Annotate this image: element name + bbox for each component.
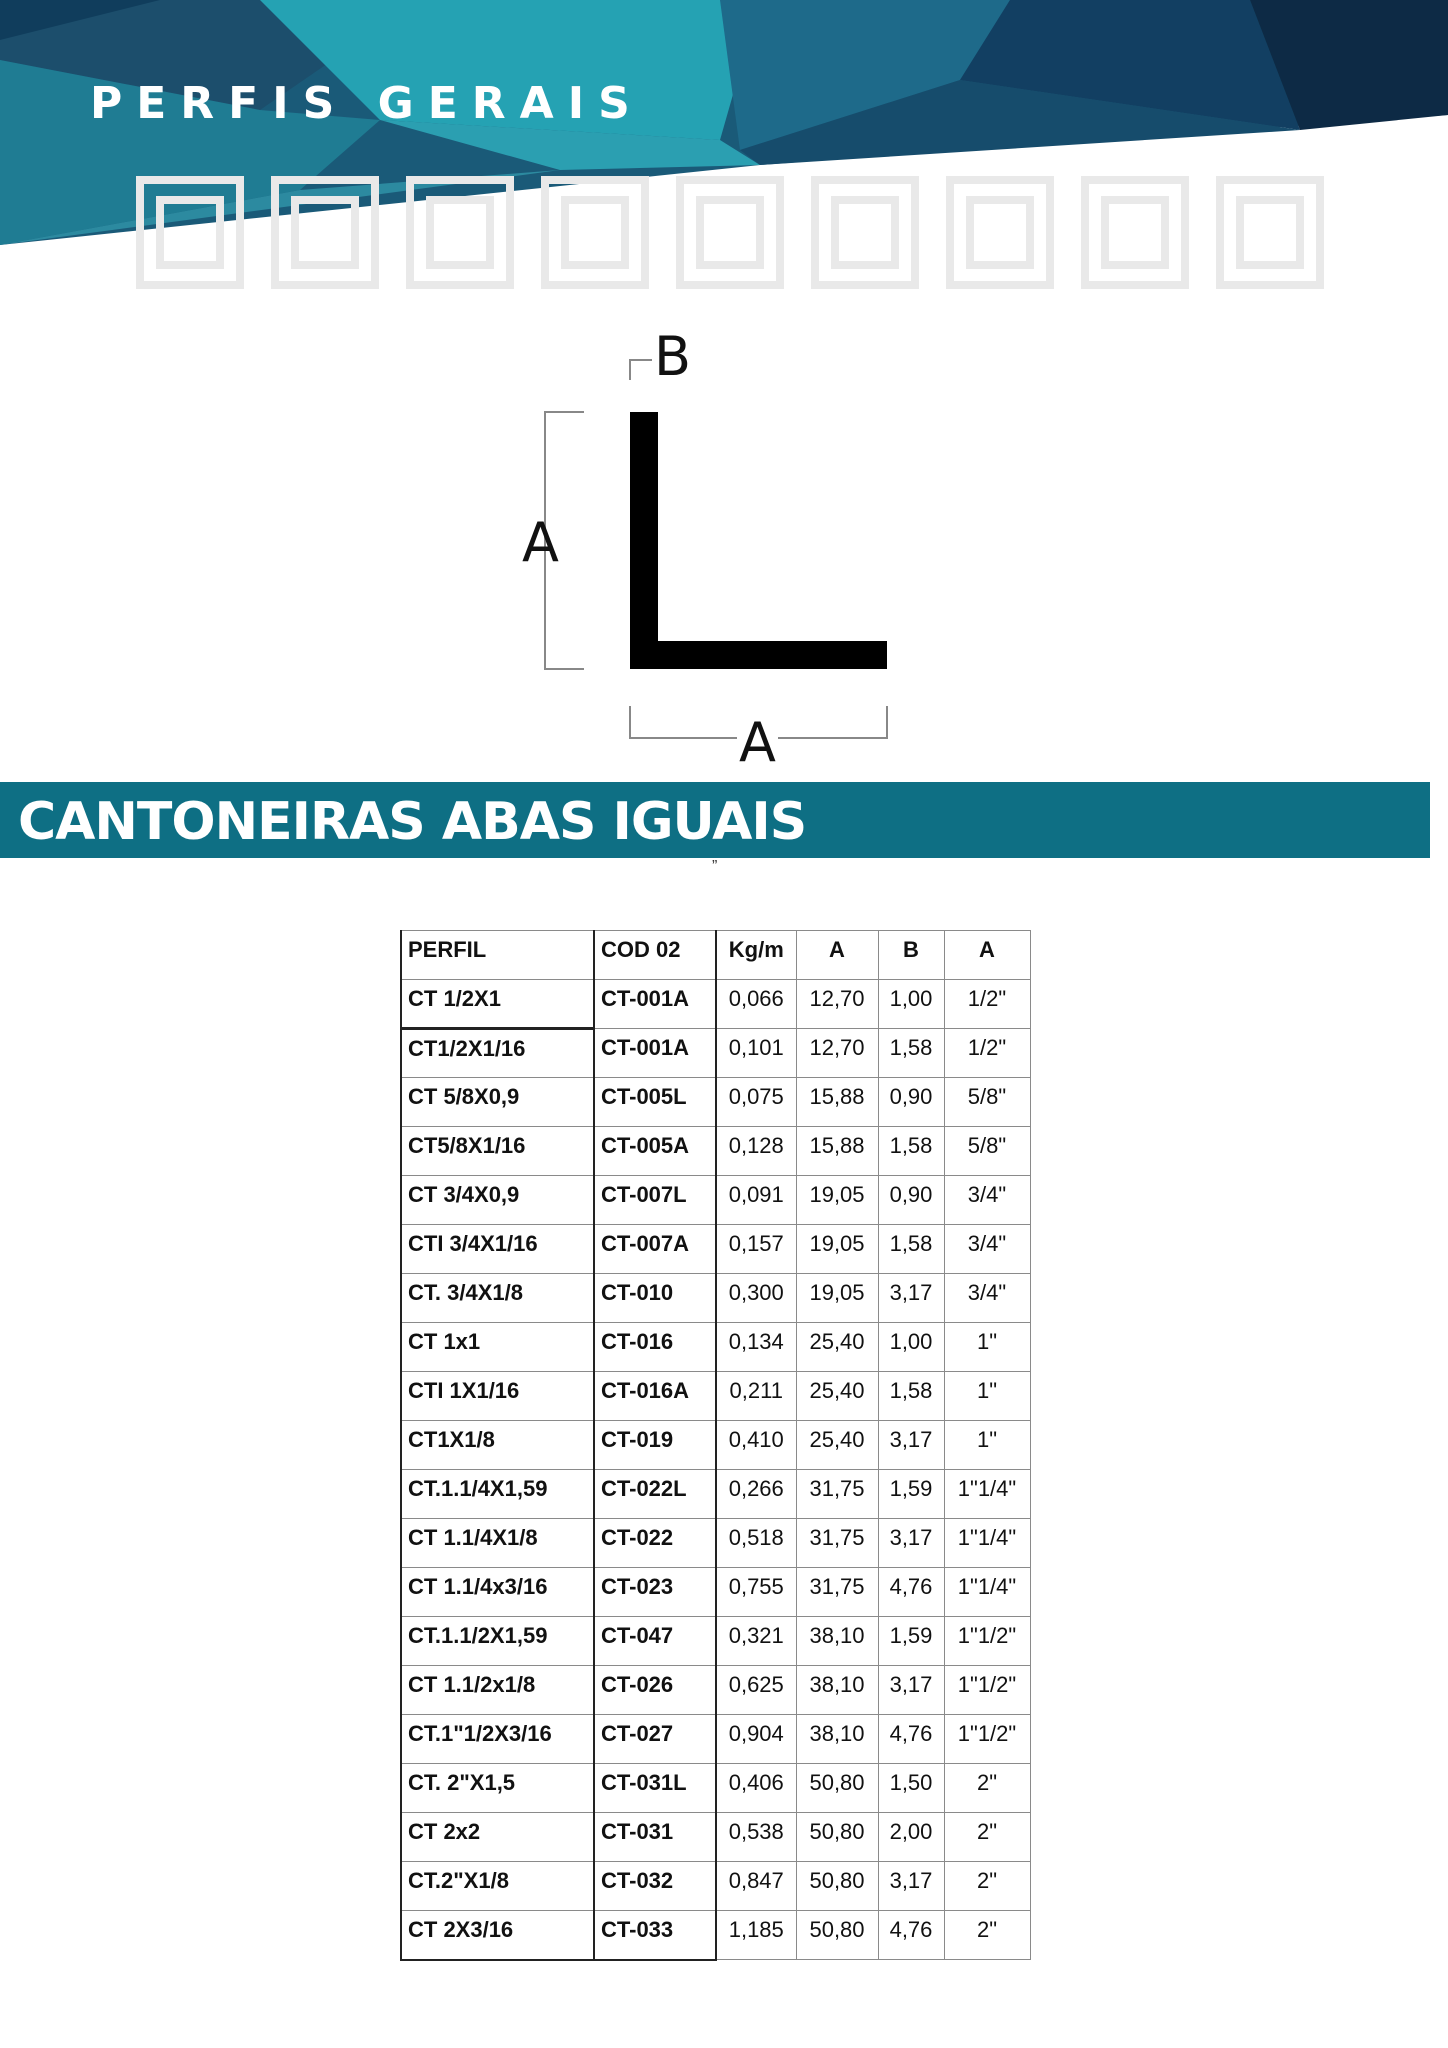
- cell-kgm: 0,410: [716, 1421, 796, 1470]
- table-row: [401, 1568, 1030, 1617]
- cell-cod: CT-007A: [594, 1225, 716, 1274]
- cell-cod: CT-047: [594, 1617, 716, 1666]
- cell-cod: CT-032: [594, 1862, 716, 1911]
- table-row: [401, 1274, 1030, 1323]
- cell-kgm: 0,128: [716, 1127, 796, 1176]
- cell-a-mm: 19,05: [796, 1274, 878, 1323]
- cell-b: 1,59: [878, 1617, 944, 1666]
- cell-perfil: CT5/8X1/16: [401, 1127, 594, 1176]
- cell-b: 2,00: [878, 1813, 944, 1862]
- cell-a-mm: 15,88: [796, 1078, 878, 1127]
- header-graphic: [0, 0, 1448, 300]
- cell-a-inch: 2": [944, 1911, 1030, 1960]
- cell-kgm: 0,904: [716, 1715, 796, 1764]
- cell-a-inch: 1"1/4": [944, 1470, 1030, 1519]
- cell-cod: CT-031: [594, 1813, 716, 1862]
- cell-perfil: CT 2X3/16: [401, 1911, 594, 1960]
- cell-b: 4,76: [878, 1568, 944, 1617]
- cell-cod: CT-016A: [594, 1372, 716, 1421]
- dimension-label-a-bottom: A: [739, 711, 776, 774]
- cell-a-mm: 19,05: [796, 1176, 878, 1225]
- cell-cod: CT-022: [594, 1519, 716, 1568]
- cell-perfil: CT.1.1/4X1,59: [401, 1470, 594, 1519]
- cell-kgm: 0,101: [716, 1029, 796, 1078]
- cell-cod: CT-001A: [594, 980, 716, 1029]
- cell-perfil: CT1/2X1/16: [401, 1029, 594, 1078]
- cell-a-inch: 1/2": [944, 1029, 1030, 1078]
- cell-cod: CT-023: [594, 1568, 716, 1617]
- table-row: [401, 1470, 1030, 1519]
- cell-perfil: CT.1.1/2X1,59: [401, 1617, 594, 1666]
- header-title: PERFIS GERAIS: [90, 78, 644, 129]
- table-row: [401, 1617, 1030, 1666]
- cell-perfil: CTI 3/4X1/16: [401, 1225, 594, 1274]
- cell-a-inch: 1"1/4": [944, 1568, 1030, 1617]
- cell-cod: CT-033: [594, 1911, 716, 1960]
- cell-a-mm: 25,40: [796, 1323, 878, 1372]
- cell-a-inch: 1/2": [944, 980, 1030, 1029]
- dimension-label-a-side: A: [522, 511, 559, 574]
- table-row: [401, 1421, 1030, 1470]
- cell-cod: CT-007L: [594, 1176, 716, 1225]
- cell-cod: CT-026: [594, 1666, 716, 1715]
- cell-kgm: 0,066: [716, 980, 796, 1029]
- cell-a-mm: 38,10: [796, 1715, 878, 1764]
- cell-cod: CT-010: [594, 1274, 716, 1323]
- cell-perfil: CT1X1/8: [401, 1421, 594, 1470]
- table-row: [401, 980, 1030, 1029]
- cell-perfil: CT 2x2: [401, 1813, 594, 1862]
- cell-perfil: CTI 1X1/16: [401, 1372, 594, 1421]
- cell-a-mm: 38,10: [796, 1617, 878, 1666]
- cell-a-mm: 50,80: [796, 1813, 878, 1862]
- cell-a-mm: 31,75: [796, 1470, 878, 1519]
- cell-a-inch: 1"1/2": [944, 1666, 1030, 1715]
- cell-b: 1,58: [878, 1372, 944, 1421]
- cell-b: 0,90: [878, 1176, 944, 1225]
- cell-perfil: CT.1"1/2X3/16: [401, 1715, 594, 1764]
- cell-a-mm: 31,75: [796, 1519, 878, 1568]
- cell-perfil: CT 1x1: [401, 1323, 594, 1372]
- cell-kgm: 0,518: [716, 1519, 796, 1568]
- cell-a-mm: 12,70: [796, 980, 878, 1029]
- table-row: [401, 1372, 1030, 1421]
- cell-a-inch: 1"1/2": [944, 1715, 1030, 1764]
- table-row: [401, 1176, 1030, 1225]
- cell-a-inch: 1": [944, 1323, 1030, 1372]
- cell-b: 3,17: [878, 1862, 944, 1911]
- cell-a-mm: 31,75: [796, 1568, 878, 1617]
- cell-b: 3,17: [878, 1421, 944, 1470]
- cell-a-inch: 2": [944, 1813, 1030, 1862]
- profiles-table-container: [400, 930, 1031, 1961]
- cell-cod: CT-031L: [594, 1764, 716, 1813]
- table-row: [401, 1029, 1030, 1078]
- dimension-label-b: B: [654, 325, 692, 388]
- cell-b: 1,58: [878, 1127, 944, 1176]
- cell-perfil: CT. 2"X1,5: [401, 1764, 594, 1813]
- section-title: CANTONEIRAS ABAS IGUAIS: [18, 792, 807, 852]
- cell-b: 3,17: [878, 1519, 944, 1568]
- cell-kgm: 0,847: [716, 1862, 796, 1911]
- cell-a-mm: 19,05: [796, 1225, 878, 1274]
- cell-cod: CT-001A: [594, 1029, 716, 1078]
- cell-kgm: 0,406: [716, 1764, 796, 1813]
- cell-kgm: 0,211: [716, 1372, 796, 1421]
- cell-a-inch: 5/8": [944, 1078, 1030, 1127]
- cell-perfil: CT 5/8X0,9: [401, 1078, 594, 1127]
- cell-cod: CT-016: [594, 1323, 716, 1372]
- cell-kgm: 0,266: [716, 1470, 796, 1519]
- cell-a-mm: 50,80: [796, 1764, 878, 1813]
- table-header-row: [401, 931, 1030, 980]
- table-row: [401, 1225, 1030, 1274]
- column-header-a-inch: A: [944, 931, 1030, 980]
- cell-a-inch: 1"1/2": [944, 1617, 1030, 1666]
- cell-kgm: 0,300: [716, 1274, 796, 1323]
- cell-perfil: CT 1.1/4x3/16: [401, 1568, 594, 1617]
- cell-cod: CT-005A: [594, 1127, 716, 1176]
- column-header-perfil: PERFIL: [401, 931, 594, 980]
- profiles-table: [400, 930, 1031, 1961]
- cell-cod: CT-005L: [594, 1078, 716, 1127]
- cell-cod: CT-022L: [594, 1470, 716, 1519]
- cell-a-inch: 3/4": [944, 1274, 1030, 1323]
- cell-b: 1,00: [878, 1323, 944, 1372]
- table-row: [401, 1911, 1030, 1960]
- cell-cod: CT-019: [594, 1421, 716, 1470]
- cell-perfil: CT 3/4X0,9: [401, 1176, 594, 1225]
- column-header-a-mm: A: [796, 931, 878, 980]
- cell-b: 1,50: [878, 1764, 944, 1813]
- cell-a-mm: 12,70: [796, 1029, 878, 1078]
- table-row: [401, 1764, 1030, 1813]
- cell-a-inch: 1": [944, 1421, 1030, 1470]
- cell-a-mm: 25,40: [796, 1421, 878, 1470]
- stray-mark: ”: [712, 858, 718, 875]
- column-header-b: B: [878, 931, 944, 980]
- cell-b: 3,17: [878, 1666, 944, 1715]
- table-row: [401, 1862, 1030, 1911]
- cell-a-mm: 50,80: [796, 1862, 878, 1911]
- cell-a-mm: 15,88: [796, 1127, 878, 1176]
- table-body: [401, 980, 1030, 1960]
- angle-profile-drawing: [500, 320, 940, 780]
- cell-kgm: 0,625: [716, 1666, 796, 1715]
- angle-profile-diagram: [500, 320, 940, 780]
- cell-a-inch: 3/4": [944, 1225, 1030, 1274]
- cell-a-inch: 1"1/4": [944, 1519, 1030, 1568]
- cell-kgm: 0,075: [716, 1078, 796, 1127]
- cell-b: 3,17: [878, 1274, 944, 1323]
- cell-perfil: CT.2"X1/8: [401, 1862, 594, 1911]
- cell-perfil: CT 1/2X1: [401, 980, 594, 1029]
- cell-a-inch: 1": [944, 1372, 1030, 1421]
- cell-kgm: 0,157: [716, 1225, 796, 1274]
- cell-b: 1,58: [878, 1225, 944, 1274]
- cell-perfil: CT 1.1/4X1/8: [401, 1519, 594, 1568]
- table-row: [401, 1323, 1030, 1372]
- table-row: [401, 1127, 1030, 1176]
- cell-a-mm: 38,10: [796, 1666, 878, 1715]
- table-row: [401, 1519, 1030, 1568]
- cell-kgm: 1,185: [716, 1911, 796, 1960]
- cell-kgm: 0,134: [716, 1323, 796, 1372]
- cell-a-mm: 50,80: [796, 1911, 878, 1960]
- cell-a-mm: 25,40: [796, 1372, 878, 1421]
- cell-a-inch: 2": [944, 1862, 1030, 1911]
- cell-b: 1,59: [878, 1470, 944, 1519]
- cell-perfil: CT. 3/4X1/8: [401, 1274, 594, 1323]
- cell-cod: CT-027: [594, 1715, 716, 1764]
- column-header-cod: COD 02: [594, 931, 716, 980]
- table-row: [401, 1078, 1030, 1127]
- cell-perfil: CT 1.1/2x1/8: [401, 1666, 594, 1715]
- cell-kgm: 0,321: [716, 1617, 796, 1666]
- cell-b: 0,90: [878, 1078, 944, 1127]
- column-header-kgm: Kg/m: [716, 931, 796, 980]
- cell-a-inch: 5/8": [944, 1127, 1030, 1176]
- table-row: [401, 1715, 1030, 1764]
- section-banner: [0, 782, 1430, 858]
- cell-b: 1,58: [878, 1029, 944, 1078]
- cell-a-inch: 2": [944, 1764, 1030, 1813]
- cell-kgm: 0,538: [716, 1813, 796, 1862]
- cell-b: 1,00: [878, 980, 944, 1029]
- table-row: [401, 1666, 1030, 1715]
- header-banner: [0, 0, 1448, 300]
- cell-b: 4,76: [878, 1911, 944, 1960]
- cell-a-inch: 3/4": [944, 1176, 1030, 1225]
- table-row: [401, 1813, 1030, 1862]
- cell-kgm: 0,755: [716, 1568, 796, 1617]
- cell-kgm: 0,091: [716, 1176, 796, 1225]
- cell-b: 4,76: [878, 1715, 944, 1764]
